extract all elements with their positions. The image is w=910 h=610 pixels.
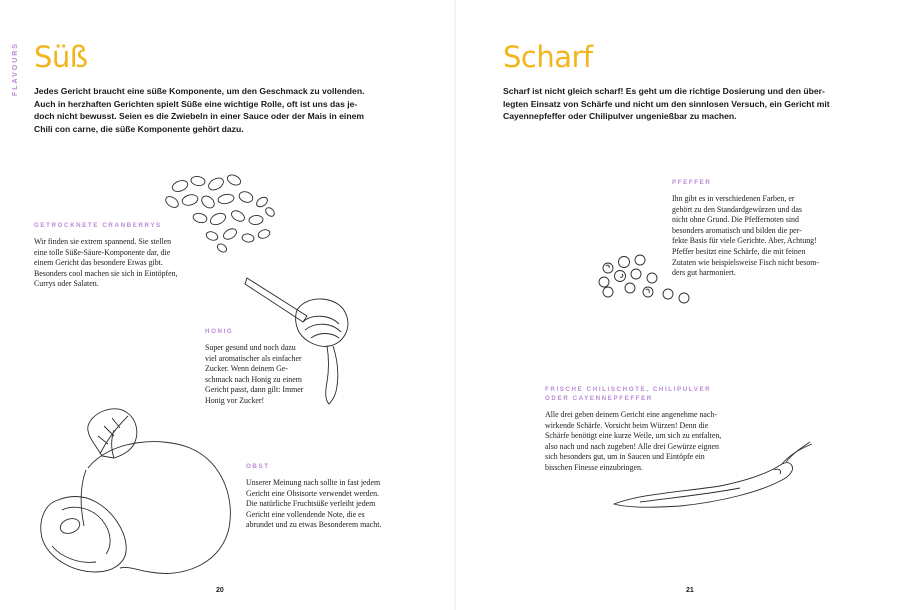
right-page-title: Scharf — [503, 40, 593, 74]
body-line: Besonders cool machen sie sich in Eintöpfen, — [34, 268, 178, 278]
section-title — [545, 385, 785, 403]
body-line: Zucker. Wenn deinem Ge- — [205, 364, 288, 374]
body-line: nicht ohne Grund. Die Pfeffernoten sind — [672, 215, 799, 225]
intro-line: doch nicht bewusst. Seien es die Zwiebeln in einer Sauce oder der Mais in einem — [34, 111, 364, 122]
peppercorns-illustration — [596, 252, 696, 306]
body-line: abrundet und zu etwas Besonderem macht. — [246, 520, 382, 530]
body-line: Honig vor Zucker! — [205, 395, 265, 405]
title-line: ODER CAYENNEPFEFFER — [545, 395, 653, 402]
body-line: Ihn gibt es in verschiedenen Farben, er — [672, 194, 795, 203]
body-line: Currys oder Salaten. — [34, 279, 99, 289]
left-page-title: Süß — [34, 40, 88, 74]
body-line: Gericht passt, dann gilt: Immer — [205, 385, 304, 395]
intro-line: legten Einsatz von Schärfe und nicht um den sinnlosen Versuch, ein Gericht mit — [503, 98, 830, 109]
body-line: viel aromatischer als einfacher — [205, 353, 302, 363]
section-cranberries — [34, 221, 244, 290]
section-body — [34, 237, 244, 290]
body-line: gehört zu den Standardgewürzen und das — [672, 204, 802, 214]
section-title: PFEFFER — [672, 179, 712, 186]
intro-line: Jedes Gericht braucht eine süße Komponente, um den Geschmack zu vollenden. — [34, 86, 365, 96]
page-number-right: 21 — [686, 587, 694, 594]
body-line: Zutaten wie beispielsweise Fisch nicht besom- — [672, 257, 820, 267]
body-line: sich besonders gut, um in Saucen und Eintöpfe ein — [545, 452, 705, 462]
body-line: also nach und nach zugeben! Alle drei Gewürze eignen — [545, 441, 719, 451]
body-line: eine tolle Süße-Säure-Komponente dar, die — [34, 247, 171, 257]
title-line: FRISCHE CHILISCHOTE, CHILIPULVER — [545, 386, 712, 393]
left-page-intro — [34, 85, 454, 135]
body-line: einem Gericht das besondere Etwas gibt. — [34, 258, 163, 268]
section-body — [672, 194, 892, 279]
body-line: Unserer Meinung nach sollte in fast jedem — [246, 478, 381, 487]
body-line: schmack nach Honig zu einem — [205, 374, 302, 384]
section-pepper — [672, 178, 892, 279]
body-line: bisschen Finesse einzubringen. — [545, 462, 643, 472]
body-line: Wir finden sie extrem spannend. Sie stellen — [34, 237, 172, 246]
body-line: Die natürliche Fruchtsüße verleiht jedem — [246, 499, 376, 509]
section-title: GETROCKNETE CRANBERRYS — [34, 222, 162, 229]
apple-illustration — [40, 396, 240, 578]
body-line: Gericht eine Obstsorte verwendet werden. — [246, 488, 379, 498]
body-line: Alle drei geben deinem Gericht eine angenehme nach- — [545, 410, 717, 419]
body-line: Schärfe benötigt eine kurze Weile, um sich zu entfalten, — [545, 431, 722, 441]
page-number-left: 20 — [216, 587, 224, 594]
body-line: fekte Basis für viele Gerichte. Aber, Achtung! — [672, 236, 817, 246]
body-line: Gericht eine vollendende Note, die es — [246, 509, 365, 519]
section-fruit — [246, 462, 456, 531]
section-honey — [205, 327, 365, 407]
body-line: wirkende Schärfe. Vorsicht beim Würzen! Denn die — [545, 420, 709, 430]
section-title: OBST — [246, 463, 270, 470]
intro-line: Chili con carne, die süße Komponente gehört dazu. — [34, 123, 244, 134]
body-line: ders gut harmoniert. — [672, 268, 736, 278]
body-line: Super gesund und noch dazu — [205, 343, 296, 352]
section-title: HONIG — [205, 328, 234, 335]
section-body — [246, 478, 456, 531]
body-line: Pfeffer besitzt eine Schärfe, die mit feinen — [672, 246, 806, 256]
body-line: besonders aromatisch und bilden die per- — [672, 225, 802, 235]
intro-line: Cayennepfeffer oder Chilipulver ungenießbar zu machen. — [503, 111, 737, 122]
intro-line: Scharf ist nicht gleich scharf! Es geht um die richtige Dosierung und den über- — [503, 86, 825, 96]
intro-line: Auch in herzhaften Gerichten spielt Süße eine wichtige Rolle, oft ist uns das je- — [34, 98, 358, 109]
right-page-intro — [503, 85, 898, 123]
chili-pepper-illustration — [610, 440, 815, 510]
sidebar-label: FLAVOURS — [12, 42, 19, 96]
